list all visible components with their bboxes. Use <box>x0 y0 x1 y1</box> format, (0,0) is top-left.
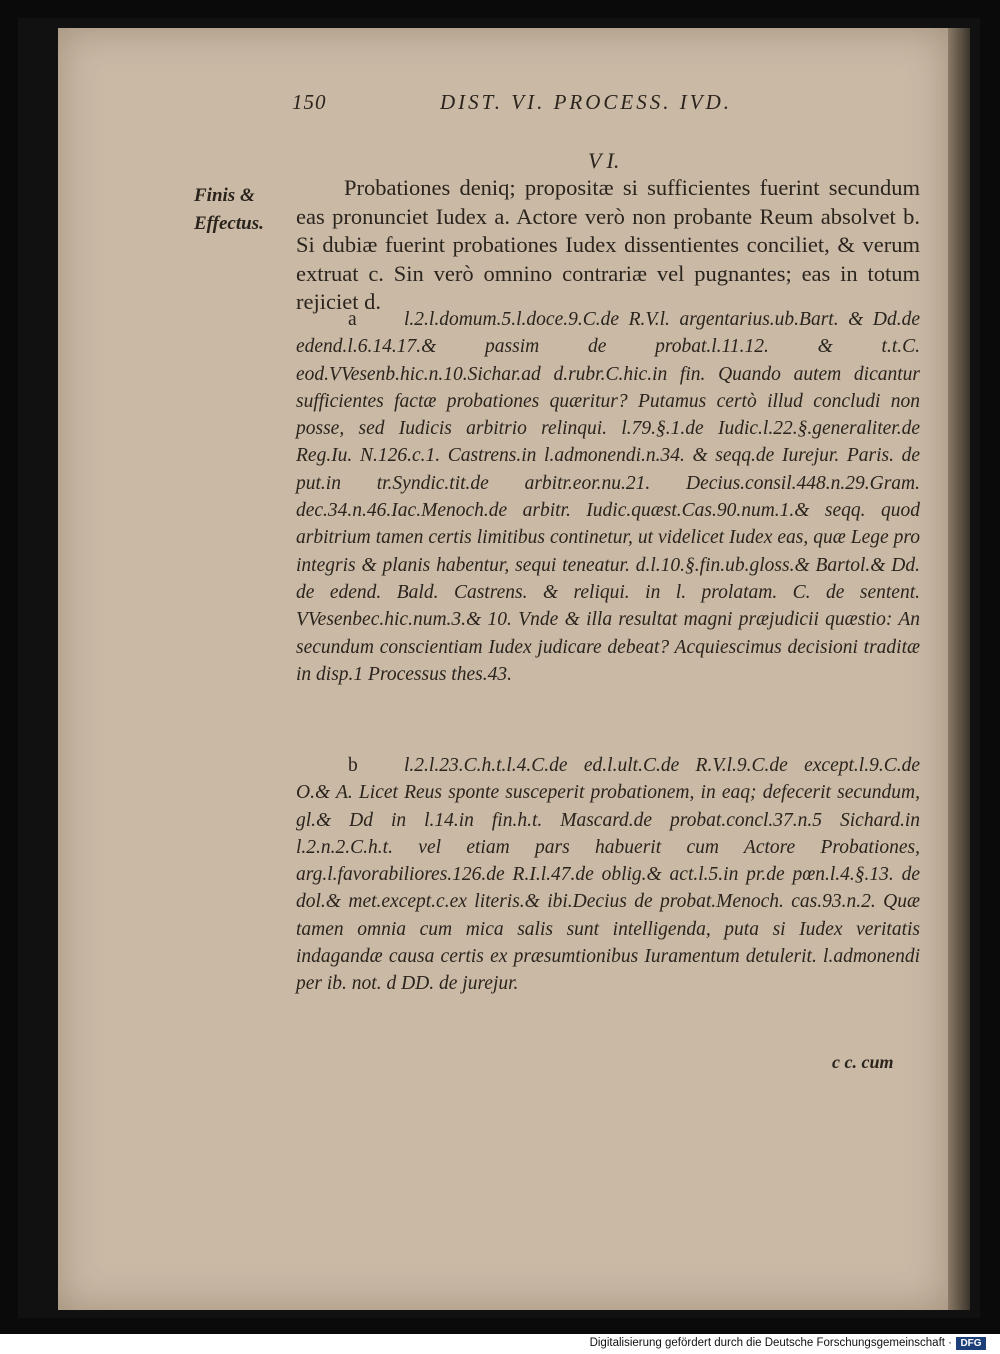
running-head: DIST. VI. PROCESS. IVD. <box>440 90 732 114</box>
page-number: 150 <box>292 90 327 114</box>
footnote-a-label: a <box>348 309 357 330</box>
margin-note: Finis & Effectus. <box>194 185 264 234</box>
footnote-a <box>296 306 920 688</box>
footer-caption: Digitalisierung gefördert durch die Deutsche Forschungsgemeinschaft · <box>589 1337 952 1349</box>
footnote-b <box>296 752 920 998</box>
catchword: c c. cum <box>832 1052 894 1072</box>
footnote-b-label: b <box>348 755 358 776</box>
footnote-b-text: l.2.l.23.C.h.t.l.4.C.de ed.l.ult.C.de R.V.l.9.C.de except.l.9.C.de O.& A. Licet Reus sponte susceperit probationem, in eaq; defecerit secundum, gl.& Dd in l.14.in fin.h.t. Mascard.de probat.concl.37.n.5 Sichard.in l.2.n.2.C.h.t. vel etiam pars habuerit cum Actore Probationes, arg.l.favorabiliores.126.de R.I.l.47.de oblig.& act.l.5.in pr.de pœn.l.4.§.13. de dol.& met.except.c.ex literis.& ibi.Decius de probat.Menoch. cas.93.n.2. Quæ tamen omnia cum mica salis sunt intelligenda, puta si Iudex veritatis indagandæ causa certis ex præsumtionibus Iuramentum detulerit. l.admonendi per ib. not. d DD. de jurejur. <box>296 755 920 995</box>
dfg-logo[interactable]: DFG <box>956 1337 986 1350</box>
footnote-a-text: l.2.l.domum.5.l.doce.9.C.de R.V.l. argentarius.ub.Bart. & Dd.de edend.l.6.14.17.& passim de probat.l.11.12. & t.t.C. eod.VVesenb.hic.n.10.Sichar.ad d.rubr.C.hic.in fin. Quando autem dicantur sufficientes factæ probationes quæritur? Putamus certò illud concludi non posse, sed Iudicis arbitrio relinqui. l.79.§.1.de Iudic.l.22.§.generaliter.de Reg.Iu. N.126.c.1. Castrens.in l.admonendi.n.34. & seqq.de Iurejur. Paris. de put.in tr.Syndic.tit.de arbitr.eor.nu.21. Decius.consil.448.n.29.Gram. dec.34.n.46.Iac.Menoch.de arbitr. Iudic.quæst.Cas.90.num.1.& seqq. quod arbitrium tamen certis limitibus continetur, ut videlicet Iudex eas, quæ Lege pro integris & planis habentur, sequi teneatur. d.l.10.§.fin.ub.gloss.& Bartol.& Dd. de edend. Bald. Castrens. & reliqui. in l. prolatam. C. de sentent. VVesenbec.hic.num.3.& 10. Vnde & illa resultat magni præjudicii quæstio: An secundum conscientiam Iudex judicare debeat? Acquiescimus decisioni traditæ in disp.1 Processus thes.43. <box>296 309 920 685</box>
main-paragraph: Probationes deniq; propositæ si sufficientes fuerint secundum eas pronunciet Iudex a. Actore verò non probante Reum absolvet b. Si dubiæ fuerint probationes Iudex dissentientes conciliet, & verum extruat c. Sin verò omnino contrariæ vel pugnantes; eas in totum rejiciet d. <box>296 175 920 314</box>
footer-bar <box>0 1334 1000 1354</box>
section-number: V I. <box>588 148 620 173</box>
page-header <box>240 90 820 120</box>
page-edge <box>948 28 970 1310</box>
